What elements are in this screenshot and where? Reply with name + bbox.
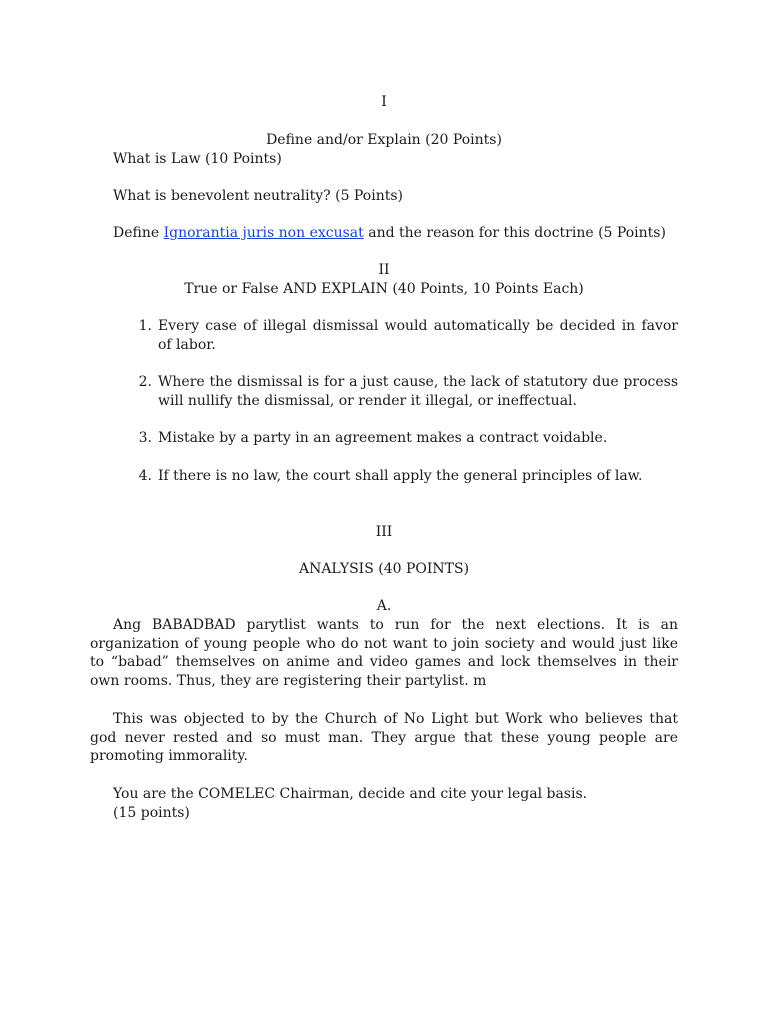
analysis-instruction: You are the COMELEC Chairman, decide and cite your legal basis. bbox=[113, 786, 588, 802]
question-ignorantia-prefix: Define bbox=[113, 225, 164, 241]
list-item-text: Every case of illegal dismissal would automatically be decided in favor of labor. bbox=[158, 318, 678, 353]
section-2-heading: True or False AND EXPLAIN (40 Points, 10 Points Each) bbox=[184, 281, 584, 297]
analysis-paragraph-2: This was objected to by the Church of No Light but Work who believes that god never rested and so must man. They argue that these young people are promoting immorality. bbox=[90, 711, 678, 765]
list-item-number: 3. bbox=[138, 430, 152, 446]
list-item-text: Mistake by a party in an agreement makes a contract voidable. bbox=[158, 430, 608, 446]
analysis-points: (15 points) bbox=[113, 805, 190, 821]
analysis-paragraph-1: Ang BABADBAD parytlist wants to run for the next elections. It is an organization of young people who do not want to join society and would just like to “babad” themselves on anime and video games and lock themselves in their own rooms. Thus, they are registering their partylist. m bbox=[90, 617, 678, 690]
section-3-sub-label: A. bbox=[376, 598, 392, 614]
list-item-text: Where the dismissal is for a just cause, the lack of statutory due process will nullify the dismissal, or render it illegal, or ineffectual. bbox=[158, 374, 678, 409]
list-item-text: If there is no law, the court shall apply the general principles of law. bbox=[158, 468, 643, 484]
section-3-numeral: III bbox=[375, 524, 393, 540]
list-item-number: 2. bbox=[138, 374, 152, 390]
list-item-number: 1. bbox=[138, 318, 152, 334]
question-benevolent-neutrality: What is benevolent neutrality? (5 Points) bbox=[113, 188, 403, 204]
section-3-heading: ANALYSIS (40 POINTS) bbox=[298, 561, 470, 577]
question-ignorantia-suffix: and the reason for this doctrine (5 Points) bbox=[363, 225, 666, 241]
section-1-heading: Define and/or Explain (20 Points) bbox=[266, 132, 502, 148]
list-item-number: 4. bbox=[138, 468, 152, 484]
section-1-numeral: I bbox=[381, 94, 387, 110]
question-law: What is Law (10 Points) bbox=[113, 151, 282, 167]
section-2-numeral: II bbox=[378, 262, 390, 278]
question-ignorantia bbox=[113, 224, 666, 243]
ignorantia-link[interactable]: Ignorantia juris non excusat bbox=[163, 225, 364, 241]
